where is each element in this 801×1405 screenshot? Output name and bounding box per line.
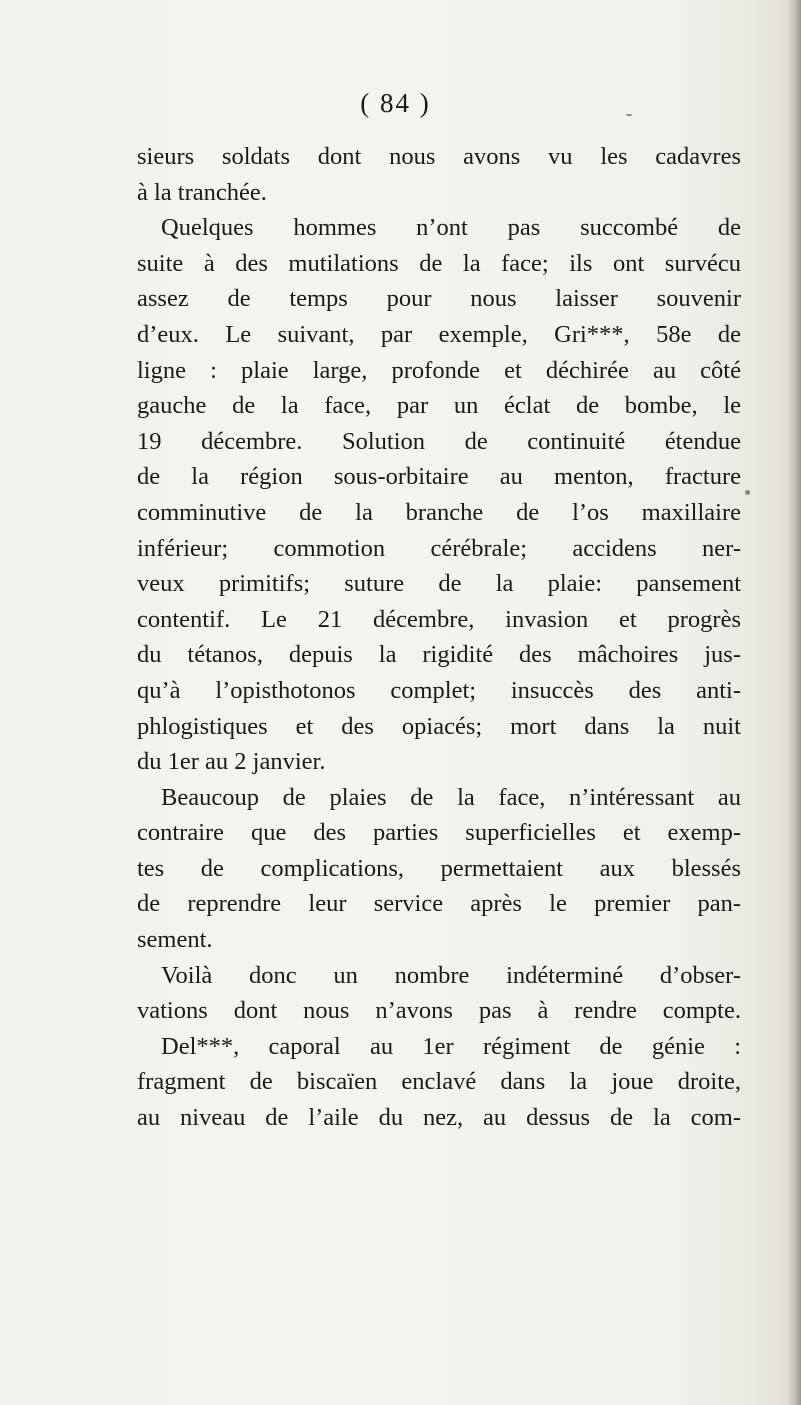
text-line: d’eux. Le suivant, par exemple, Gri***, 58e de (137, 320, 741, 348)
text-line: au niveau de l’aile du nez, au dessus de la com- (137, 1104, 741, 1132)
text-line: Del***, caporal au 1er régiment de génie : (161, 1032, 741, 1060)
text-line: qu’à l’opisthotonos complet; insuccès des anti- (137, 676, 741, 704)
text-line: inférieur; commotion cérébrale; accidens ner- (137, 534, 741, 562)
text-line: ligne : plaie large, profonde et déchirée au côté (137, 356, 741, 384)
paper-speck (626, 114, 632, 116)
text-line: du tétanos, depuis la rigidité des mâchoires jus- (137, 641, 741, 669)
text-line: tes de complications, permettaient aux blessés (137, 854, 741, 882)
text-line: Voilà donc un nombre indéterminé d’obser- (161, 961, 741, 989)
page-edge-shadow (787, 0, 801, 1405)
body-text (137, 139, 741, 1136)
text-line: assez de temps pour nous laisser souvenir (137, 285, 741, 313)
text-line: de reprendre leur service après le premier pan- (137, 890, 741, 918)
text-line: contentif. Le 21 décembre, invasion et progrès (137, 605, 741, 633)
text-line: suite à des mutilations de la face; ils ont survécu (137, 249, 741, 277)
text-line: Beaucoup de plaies de la face, n’intéressant au (161, 783, 741, 811)
text-line: phlogistiques et des opiacés; mort dans la nuit (137, 712, 741, 740)
text-line: 19 décembre. Solution de continuité étendue (137, 427, 741, 455)
text-line: fragment de biscaïen enclavé dans la joue droite, (137, 1068, 741, 1096)
text-line: Quelques hommes n’ont pas succombé de (161, 214, 741, 242)
text-line: à la tranchée. (137, 178, 267, 206)
text-line: veux primitifs; suture de la plaie: pansement (137, 570, 741, 598)
text-line: gauche de la face, par un éclat de bombe, le (137, 392, 741, 420)
text-line: sieurs soldats dont nous avons vu les cadavres (137, 143, 741, 170)
text-line: vations dont nous n’avons pas à rendre compte. (137, 997, 741, 1025)
text-line: contraire que des parties superficielles et exemp- (137, 819, 741, 847)
text-line: sement. (137, 926, 213, 954)
text-line: de la région sous-orbitaire au menton, fracture (137, 463, 741, 491)
paper-speck (745, 490, 750, 495)
text-line: comminutive de la branche de l’os maxillaire (137, 498, 741, 526)
page-number: ( 84 ) (360, 88, 431, 118)
text-line: du 1er au 2 janvier. (137, 748, 326, 776)
